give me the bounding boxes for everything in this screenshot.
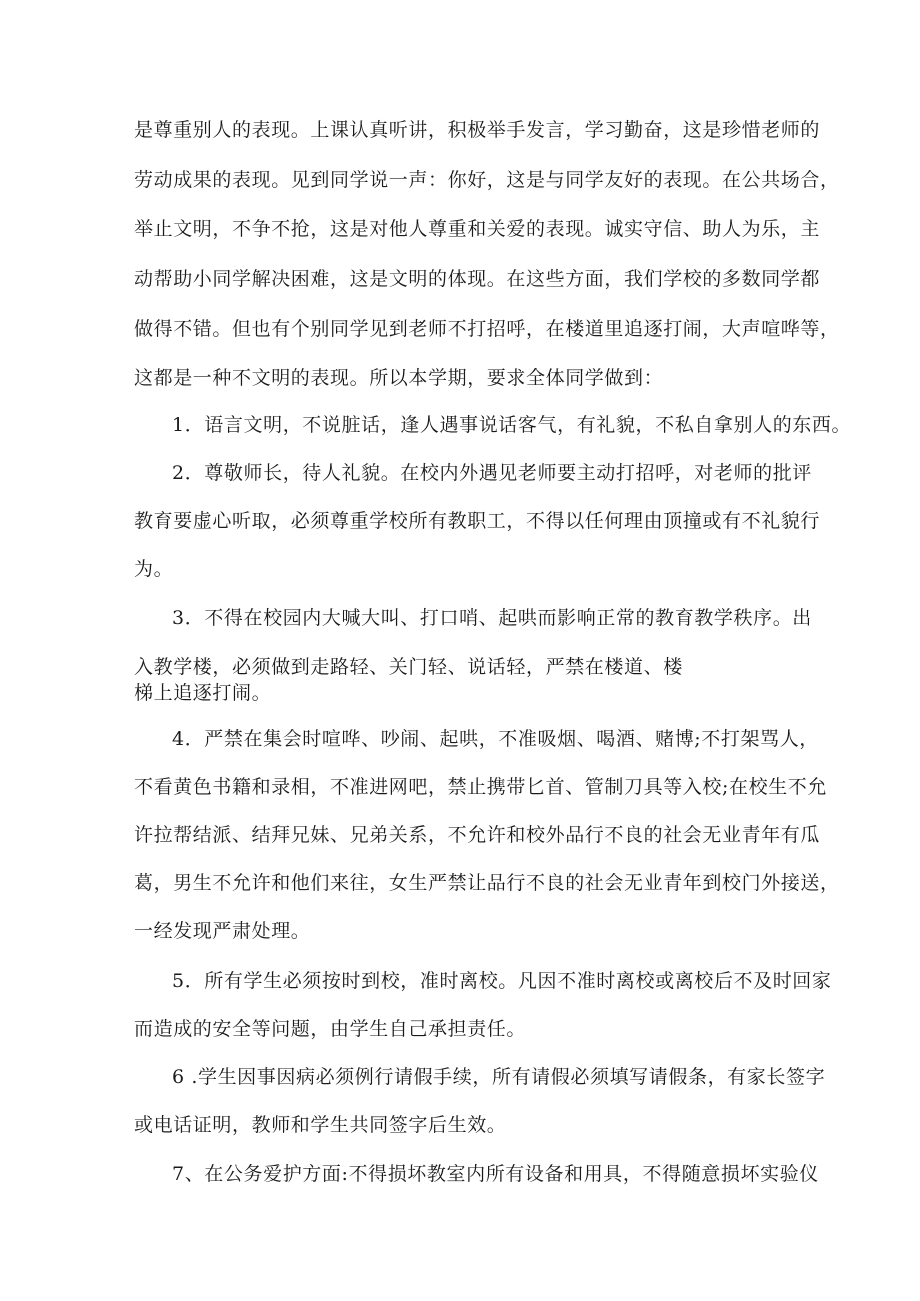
rule-2-line-2: 教育要虚心听取，必须尊重学校所有教职工，不得以任何理由顶撞或有不礼貌行 bbox=[134, 510, 821, 532]
rule-5-line-2: 而造成的安全等问题，由学生自己承担责任。 bbox=[134, 1018, 527, 1040]
rule-2-line-1: 2．尊敬师长，待人礼貌。在校内外遇见老师要主动打招呼，对老师的批评 bbox=[172, 462, 812, 484]
rule-3-line-2: 入教学楼，必须做到走路轻、关门轻、说话轻，严禁在楼道、楼 bbox=[134, 656, 683, 678]
paragraph-line-1: 是尊重别人的表现。上课认真听讲，积极举手发言，学习勤奋，这是珍惜老师的 bbox=[134, 119, 821, 141]
rule-6-line-2: 或电话证明，教师和学生共同签字后生效。 bbox=[134, 1114, 507, 1136]
paragraph-line-5: 做得不错。但也有个别同学见到老师不打招呼，在楼道里追逐打闹，大声喧哗等， bbox=[134, 318, 840, 340]
rule-4-line-3: 许拉帮结派、结拜兄妹、兄弟关系，不允许和校外品行不良的社会无业青年有瓜 bbox=[134, 824, 821, 846]
paragraph-line-2: 劳动成果的表现。见到同学说一声：你好，这是与同学友好的表现。在公共场合， bbox=[134, 169, 840, 191]
rule-2-line-3: 为。 bbox=[134, 558, 174, 580]
paragraph-line-6: 这都是一种不文明的表现。所以本学期，要求全体同学做到： bbox=[134, 367, 664, 389]
paragraph-line-4: 动帮助小同学解决困难，这是文明的体现。在这些方面，我们学校的多数同学都 bbox=[134, 268, 821, 290]
rule-3-line-3: 梯上追逐打闹。 bbox=[134, 682, 272, 704]
rule-1-line-1: 1．语言文明，不说脏话，逢人遇事说话客气，有礼貌，不私自拿别人的东西。 bbox=[172, 414, 852, 436]
rule-6-line-1: 6 .学生因事因病必须例行请假手续，所有请假必须填写请假条，有家长签字 bbox=[172, 1066, 826, 1088]
rule-4-line-1: 4．严禁在集会时喧哗、吵闹、起哄，不准吸烟、喝酒、赌博;不打架骂人， bbox=[172, 728, 819, 750]
rule-4-line-5: 一经发现严肃处理。 bbox=[134, 920, 311, 942]
rule-7-line-1: 7、在公务爱护方面:不得损坏教室内所有设备和用具，不得随意损坏实验仪 bbox=[172, 1163, 819, 1185]
rule-3-line-1: 3．不得在校园内大喊大叫、打口哨、起哄而影响正常的教育教学秩序。出 bbox=[172, 607, 812, 629]
paragraph-line-3: 举止文明，不争不抢，这是对他人尊重和关爱的表现。诚实守信、助人为乐，主 bbox=[134, 218, 821, 240]
rule-5-line-1: 5．所有学生必须按时到校，准时离校。凡因不准时离校或离校后不及时回家 bbox=[172, 970, 832, 992]
rule-4-line-2: 不看黄色书籍和录相，不准进网吧，禁止携带匕首、管制刀具等入校;在校生不允 bbox=[134, 776, 828, 798]
rule-4-line-4: 葛，男生不允许和他们来往，女生严禁让品行不良的社会无业青年到校门外接送， bbox=[134, 872, 840, 894]
